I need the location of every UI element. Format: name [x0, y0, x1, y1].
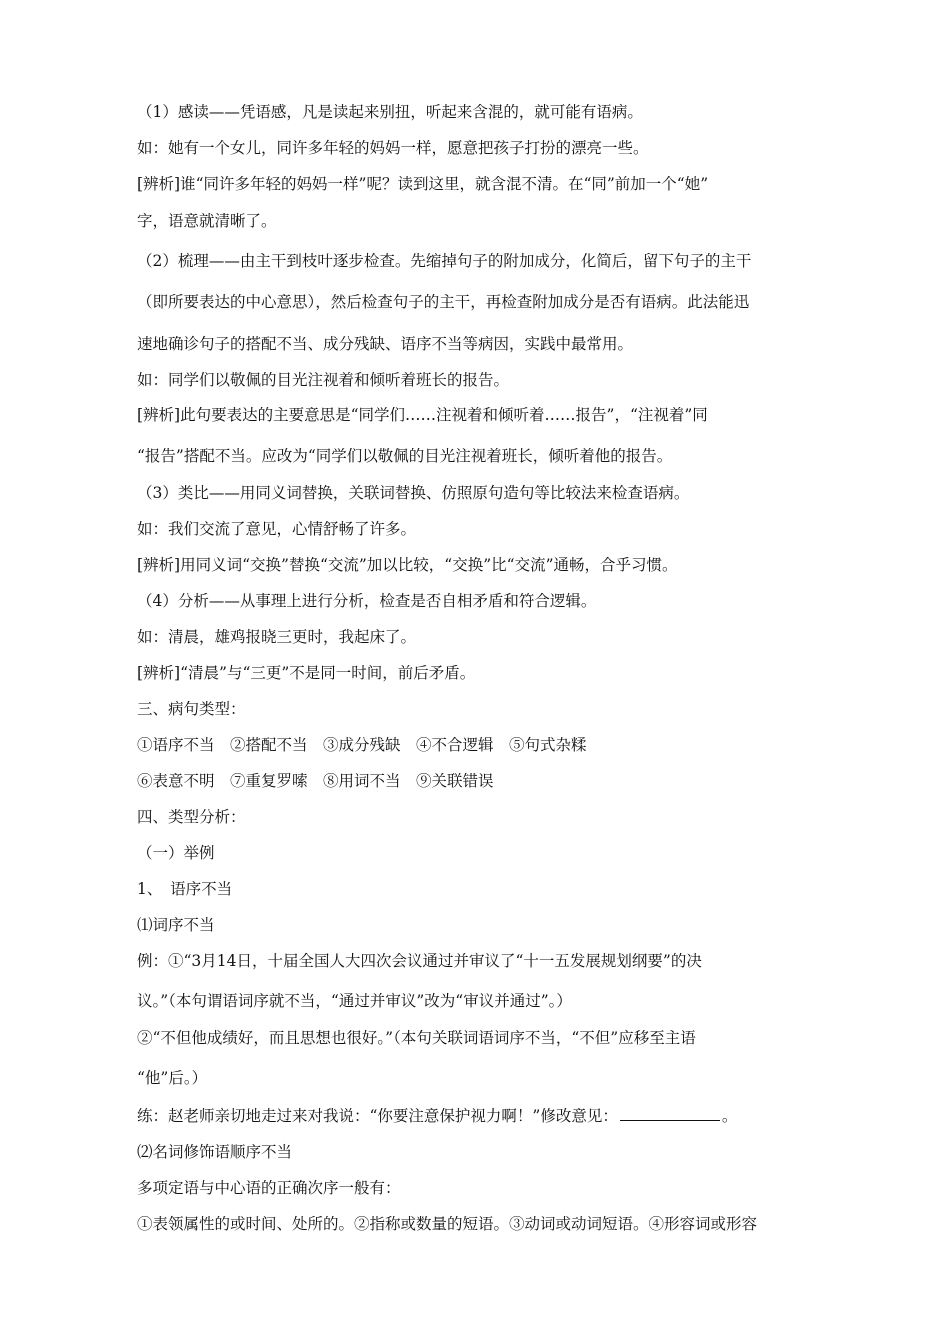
text-line: 例：①“3月14日，十届全国人大四次会议通过并审议了“十一五发展规划纲要”的决 [137, 952, 702, 970]
text-line: 多项定语与中心语的正确次序一般有： [137, 1179, 401, 1197]
text-line: 字，语意就清晰了。 [137, 212, 277, 230]
text-line: 议。”（本句谓语词序就不当，“通过并审议”改为“审议并通过”。） [137, 992, 572, 1010]
text-line: [辨析]此句要表达的主要意思是“同学们……注视着和倾听着……报告”，“注视着”同 [137, 406, 708, 424]
section-heading: 三、病句类型： [137, 700, 246, 718]
text-line: ①语序不当 ②搭配不当 ③成分残缺 ④不合逻辑 ⑤句式杂糅 [137, 736, 587, 754]
text-line: 如：同学们以敬佩的目光注视着和倾听着班长的报告。 [137, 371, 510, 389]
text-line: 如：清晨，雄鸡报晓三更时，我起床了。 [137, 628, 417, 646]
text-line: ②“不但他成绩好，而且思想也很好。”（本句关联词语词序不当，“不但”应移至主语 [137, 1029, 696, 1047]
text-line: （一）举例 [137, 844, 215, 862]
practice-prefix: 练：赵老师亲切地走过来对我说：“你要注意保护视力啊！”修改意见： [137, 1107, 618, 1125]
text-line: ⑥表意不明 ⑦重复罗嗦 ⑧用词不当 ⑨关联错误 [137, 772, 494, 790]
text-line: ⑵名词修饰语顺序不当 [137, 1143, 293, 1161]
text-line: [辨析]谁“同许多年轻的妈妈一样”呢？读到这里，就含混不清。在“同”前加一个“她” [137, 175, 709, 193]
text-line: 如：她有一个女儿，同许多年轻的妈妈一样，愿意把孩子打扮的漂亮一些。 [137, 139, 649, 157]
text-line: （即所要表达的中心意思），然后检查句子的主干，再检查附加成分是否有语病。此法能迅 [137, 293, 750, 311]
text-line: ⑴词序不当 [137, 916, 215, 934]
text-line: （2）梳理——由主干到枝叶逐步检查。先缩掉句子的附加成分，化简后，留下句子的主干 [137, 252, 752, 270]
text-line: （1）感读——凭语感，凡是读起来别扭，听起来含混的，就可能有语病。 [137, 103, 643, 121]
text-line: （3）类比——用同义词替换，关联词替换、仿照原句造句等比较法来检查语病。 [137, 484, 690, 502]
text-line: 速地确诊句子的搭配不当、成分残缺、语序不当等病因，实践中最常用。 [137, 335, 634, 353]
text-line: [辨析]“清晨”与“三更”不是同一时间，前后矛盾。 [137, 664, 476, 682]
practice-line [137, 1106, 817, 1126]
text-line: 1、 语序不当 [137, 880, 233, 898]
text-line: “他”后。） [137, 1069, 208, 1087]
answer-blank[interactable] [620, 1106, 720, 1121]
text-line: “报告”搭配不当。应改为“同学们以敬佩的目光注视着班长，倾听着他的报告。 [137, 447, 673, 465]
section-heading: 四、类型分析： [137, 808, 246, 826]
text-line: 如：我们交流了意见，心情舒畅了许多。 [137, 520, 417, 538]
text-line: ①表领属性的或时间、处所的。②指称或数量的短语。③动词或动词短语。④形容词或形容 [137, 1215, 758, 1233]
practice-suffix: 。 [721, 1107, 738, 1125]
text-line: [辨析]用同义词“交换”替换“交流”加以比较，“交换”比“交流”通畅，合乎习惯。 [137, 556, 678, 574]
text-line: （4）分析——从事理上进行分析，检查是否自相矛盾和符合逻辑。 [137, 592, 597, 610]
